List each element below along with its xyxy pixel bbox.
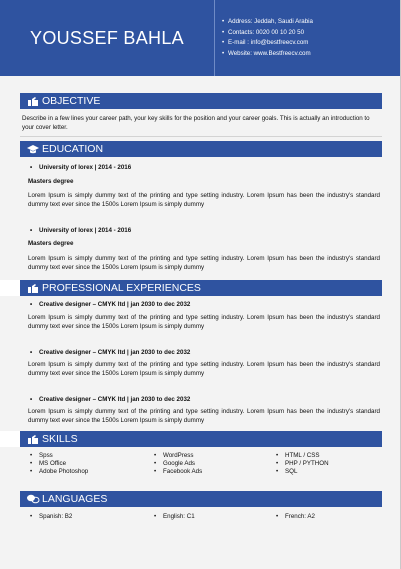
experience-entry-text: Lorem Ipsum is simply dummy text of the printing and type setting industry. Lorem Ipsum has been the industry's standard dummy text ever since the 1500s Lorem Ipsum is simply dummy xyxy=(28,408,380,424)
contact-phone: • Contacts: 0020 00 10 20 50 xyxy=(222,28,305,36)
language-item: • Spanish: B2 xyxy=(30,513,73,520)
skill-item: • HTML / CSS xyxy=(276,452,320,459)
section-accent xyxy=(0,431,20,447)
experience-entry-heading: • Creative designer – CMYK ltd | jan 2030 to dec 2032 xyxy=(30,301,191,308)
experience-entry-text: Lorem Ipsum is simply dummy text of the printing and type setting industry. Lorem Ipsum has been the industry's standard dummy text ever since the 1500s Lorem Ipsum is simply dummy xyxy=(28,361,380,377)
section-accent xyxy=(0,280,20,296)
header-divider xyxy=(214,0,215,76)
section-divider xyxy=(20,136,382,137)
contact-website: • Website: www.Bestfreecv.com xyxy=(222,49,311,57)
education-title: EDUCATION xyxy=(42,143,104,155)
writing-hand-icon xyxy=(26,95,40,107)
skills-column-2 xyxy=(154,452,202,477)
skill-item: • Google Ads xyxy=(154,460,195,468)
cv-header xyxy=(0,0,400,76)
contact-list xyxy=(222,17,313,59)
language-item: • English: C1 xyxy=(154,513,195,520)
skill-item: • Spss xyxy=(30,452,53,459)
education-entry-heading: • University of lorex | 2014 - 2016 xyxy=(30,227,132,234)
education-entry-degree: Masters degree xyxy=(28,178,74,185)
skills-title: SKILLS xyxy=(42,433,78,445)
experience-title: PROFESSIONAL EXPERIENCES xyxy=(42,282,201,294)
skills-header xyxy=(20,431,382,447)
skills-column-1 xyxy=(30,452,88,477)
objective-text: Describe in a few lines your career path, your key skills for the position and your career goals. This is actually an introduction to your cover letter. xyxy=(22,115,370,131)
skill-item: • SQL xyxy=(276,468,298,476)
skills-column-3 xyxy=(276,452,329,477)
skill-item: • Adobe Photoshop xyxy=(30,468,89,476)
experience-entry-heading: • Creative designer – CMYK ltd | jan 2030 to dec 2032 xyxy=(30,396,191,403)
skill-item: • Facebook Ads xyxy=(154,468,203,476)
languages-header xyxy=(20,491,382,507)
education-entry-text: Lorem Ipsum is simply dummy text of the printing and type setting industry. Lorem Ipsum has been the industry's standard dummy text ever since the 1500s Lorem Ipsum is simply dummy xyxy=(28,192,380,208)
experience-header xyxy=(20,280,382,296)
education-entry-degree: Masters degree xyxy=(28,240,74,247)
education-header xyxy=(20,141,382,157)
education-entry-text: Lorem Ipsum is simply dummy text of the printing and type setting industry. Lorem Ipsum has been the industry's standard dummy text ever since the 1500s Lorem Ipsum is simply dummy xyxy=(28,255,380,271)
languages-title: LANGUAGES xyxy=(42,493,108,505)
speech-bubbles-icon xyxy=(26,493,40,505)
education-entry-heading: • University of lorex | 2014 - 2016 xyxy=(30,164,132,171)
contact-email: • E-mail : info@bestfreecv.com xyxy=(222,39,309,46)
graduation-cap-icon xyxy=(26,143,40,155)
objective-title: OBJECTIVE xyxy=(42,95,101,107)
candidate-name: YOUSSEF BAHLA xyxy=(30,28,184,48)
experience-entry-text: Lorem Ipsum is simply dummy text of the printing and type setting industry. Lorem Ipsum has been the industry's standard dummy text ever since the 1500s Lorem Ipsum is simply dummy xyxy=(28,314,380,330)
objective-header xyxy=(20,93,382,109)
language-item: • French: A2 xyxy=(276,513,315,520)
contact-address: • Address: Jeddah, Saudi Arabia xyxy=(222,18,313,25)
skill-item: • PHP / PYTHON xyxy=(276,460,329,468)
writing-hand-icon xyxy=(26,282,40,294)
skill-item: • WordPress xyxy=(154,452,194,459)
writing-hand-icon xyxy=(26,433,40,445)
skill-item: • MS Office xyxy=(30,460,67,468)
experience-entry-heading: • Creative designer – CMYK ltd | jan 2030 to dec 2032 xyxy=(30,349,191,356)
